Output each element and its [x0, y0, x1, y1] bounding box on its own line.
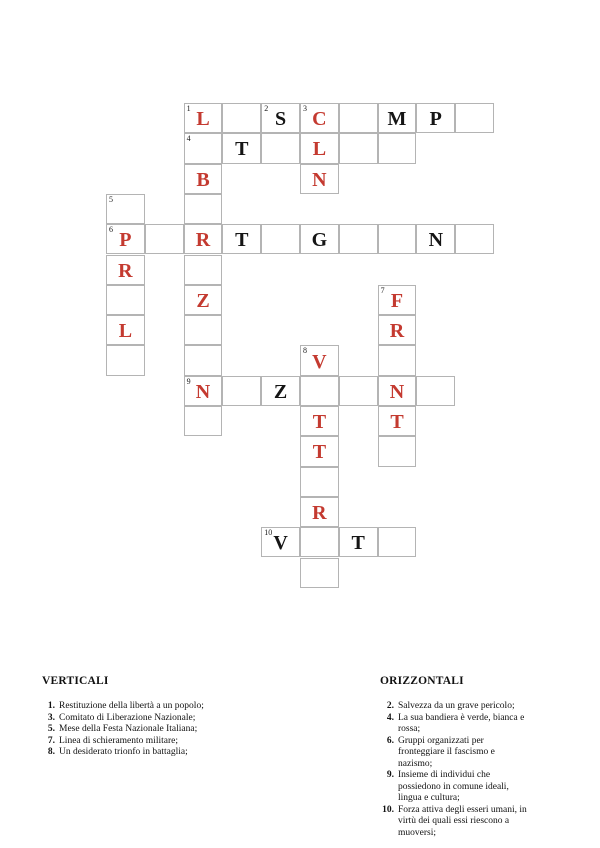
grid-cell[interactable]	[106, 345, 145, 375]
cell-number: 5	[109, 194, 113, 204]
grid-cell[interactable]	[184, 164, 223, 194]
grid-cell[interactable]	[261, 103, 300, 133]
cell-letter: T	[312, 441, 327, 464]
clue-text: Restituzione della libertà a un popolo;	[59, 701, 204, 711]
grid-cell[interactable]	[378, 376, 417, 406]
clue-item	[42, 747, 204, 759]
grid-cell[interactable]	[145, 224, 184, 254]
grid-cell[interactable]	[300, 224, 339, 254]
clue-text: Insieme di individui che possiedono in comune ideali, lingua e cultura;	[398, 770, 509, 803]
cell-number: 10	[264, 528, 273, 538]
cell-letter: F	[390, 289, 404, 312]
clue-number: 7.	[47, 735, 55, 746]
grid-cell[interactable]	[455, 103, 494, 133]
cell-letter: V	[312, 350, 327, 373]
clue-text: Forza attiva degli esseri umani, in virtù dei quali essi riescono a muoversi;	[398, 804, 527, 838]
grid-cell[interactable]	[339, 224, 378, 254]
cell-letter: V	[273, 532, 288, 555]
grid-cell[interactable]	[106, 224, 145, 254]
cell-letter: N	[389, 380, 405, 403]
grid-cell[interactable]	[416, 376, 455, 406]
clue-item	[378, 770, 530, 805]
cell-letter: P	[119, 229, 132, 252]
grid-cell[interactable]	[222, 376, 261, 406]
cell-letter: S	[275, 108, 287, 131]
cell-letter: R	[118, 259, 133, 282]
cell-letter: Z	[273, 380, 288, 403]
grid-cell[interactable]	[378, 285, 417, 315]
cell-number: 1	[186, 104, 191, 113]
grid-cell[interactable]	[339, 527, 378, 557]
grid-cell[interactable]	[222, 224, 261, 254]
grid-cell[interactable]	[378, 133, 417, 163]
grid-cell[interactable]	[184, 315, 223, 345]
cell-letter: Z	[196, 289, 210, 312]
grid-cell[interactable]	[184, 194, 223, 224]
grid-cell[interactable]	[261, 527, 300, 557]
cell-letter: T	[312, 411, 327, 434]
grid-cell[interactable]	[455, 224, 494, 254]
grid-cell[interactable]	[378, 406, 417, 436]
cell-letter: T	[235, 138, 249, 161]
cell-letter: C	[312, 108, 327, 131]
clue-number: 8.	[47, 747, 55, 757]
clue-number: 4.	[386, 712, 394, 723]
grid-cell[interactable]	[222, 133, 261, 163]
clue-item	[42, 724, 204, 736]
grid-cell[interactable]	[300, 436, 339, 466]
clues-section-orizzontali	[378, 675, 530, 839]
clue-item	[42, 701, 204, 713]
cell-number: 6	[109, 225, 113, 235]
grid-cell[interactable]	[184, 255, 223, 285]
grid-cell[interactable]	[106, 194, 145, 224]
grid-cell[interactable]	[184, 376, 223, 406]
grid-cell[interactable]	[261, 376, 300, 406]
grid-cell[interactable]	[106, 255, 145, 285]
clue-text: Gruppi organizzati per fronteggiare il fascismo e nazismo;	[398, 735, 495, 769]
clue-number: 2.	[386, 701, 394, 711]
cell-letter: L	[196, 108, 210, 131]
cell-number: 9	[186, 376, 191, 386]
clues-section-verticali	[42, 675, 204, 759]
grid-cell[interactable]	[339, 376, 378, 406]
grid-cell[interactable]	[184, 224, 223, 254]
grid-cell[interactable]	[184, 133, 223, 163]
clue-text: Un desiderato trionfo in battaglia;	[59, 747, 188, 757]
clue-text: Linea di schieramento militare;	[59, 735, 178, 746]
clue-text: La sua bandiera è verde, bianca e rossa;	[398, 712, 525, 734]
grid-cell[interactable]	[378, 224, 417, 254]
cell-number: 4	[186, 134, 191, 144]
grid-cell[interactable]	[184, 285, 223, 315]
grid-cell[interactable]	[416, 224, 455, 254]
grid-cell[interactable]	[300, 345, 339, 375]
clues-orizzontali-title: ORIZZONTALI	[380, 675, 464, 687]
cell-letter: P	[429, 108, 442, 131]
clue-item	[42, 713, 204, 725]
cell-letter: N	[195, 380, 211, 403]
grid-cell[interactable]	[378, 103, 417, 133]
clue-text: Salvezza da un grave pericolo;	[398, 701, 515, 711]
grid-cell[interactable]	[300, 527, 339, 557]
grid-cell[interactable]	[300, 133, 339, 163]
cell-letter: T	[235, 229, 249, 252]
grid-cell[interactable]	[339, 103, 378, 133]
clue-number: 10.	[382, 804, 394, 815]
cell-letter: L	[312, 138, 327, 161]
grid-cell[interactable]	[106, 285, 145, 315]
cell-number: 2	[264, 104, 269, 113]
cell-letter: T	[351, 532, 365, 555]
cell-letter: R	[389, 320, 405, 343]
clue-number: 1.	[47, 701, 55, 711]
cell-number: 8	[303, 346, 307, 356]
grid-cell[interactable]	[378, 345, 417, 375]
cell-letter: R	[312, 502, 327, 525]
grid-cell[interactable]	[378, 527, 417, 557]
clue-item	[378, 713, 530, 736]
grid-cell[interactable]	[222, 103, 261, 133]
grid-cell[interactable]	[416, 103, 455, 133]
cell-number: 3	[303, 104, 307, 113]
clue-text: Comitato di Liberazione Nazionale;	[59, 712, 196, 723]
grid-cell[interactable]	[300, 406, 339, 436]
cell-letter: L	[118, 320, 133, 343]
clue-number: 5.	[47, 724, 55, 734]
grid-cell[interactable]	[184, 345, 223, 375]
clue-item	[378, 736, 530, 771]
grid-cell[interactable]	[378, 436, 417, 466]
grid-cell[interactable]	[300, 103, 339, 133]
cell-letter: T	[390, 411, 404, 434]
grid-cell[interactable]	[300, 558, 339, 588]
clues-orizzontali-list	[378, 701, 530, 839]
cell-letter: B	[196, 168, 210, 191]
clues-verticali-list	[42, 701, 204, 759]
grid-cell[interactable]	[106, 315, 145, 345]
grid-cell[interactable]	[261, 133, 300, 163]
clue-item	[378, 701, 530, 713]
clue-text: Mese della Festa Nazionale Italiana;	[59, 724, 198, 734]
cell-letter: G	[311, 229, 328, 252]
cell-number: 7	[380, 285, 385, 295]
grid-cell[interactable]	[300, 467, 339, 497]
clue-number: 6.	[386, 735, 394, 746]
grid-cell[interactable]	[300, 164, 339, 194]
grid-cell[interactable]	[261, 224, 300, 254]
grid-cell[interactable]	[184, 406, 223, 436]
grid-cell[interactable]	[378, 315, 417, 345]
grid-cell[interactable]	[300, 376, 339, 406]
cell-letter: M	[387, 108, 407, 131]
clue-number: 3.	[47, 712, 55, 723]
clues-verticali-title: VERTICALI	[42, 675, 109, 687]
cell-letter: R	[195, 229, 211, 252]
grid-cell[interactable]	[184, 103, 223, 133]
clue-number: 9.	[386, 770, 394, 780]
cell-letter: N	[312, 168, 327, 191]
clue-item	[42, 736, 204, 748]
clue-item	[378, 805, 530, 840]
grid-cell[interactable]	[339, 133, 378, 163]
cell-letter: N	[428, 229, 444, 252]
grid-cell[interactable]	[300, 497, 339, 527]
